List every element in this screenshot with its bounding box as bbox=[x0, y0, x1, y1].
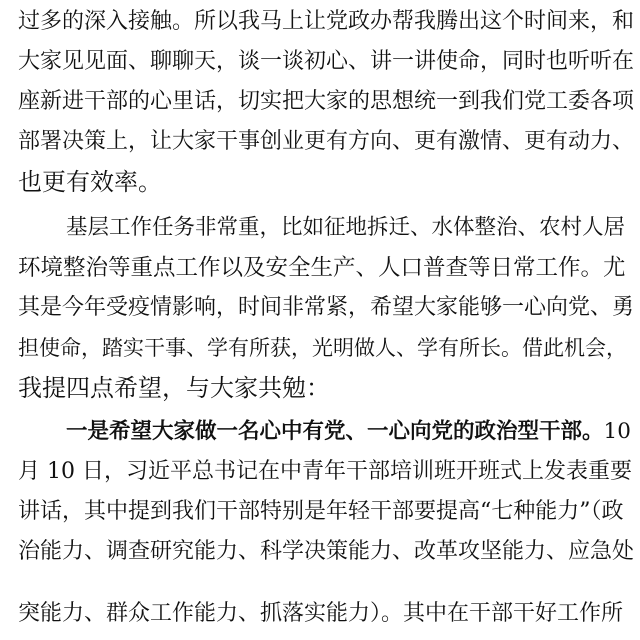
paragraph3-heading: 一是希望大家做一名心中有党、一心向党的政治型干部。 bbox=[66, 419, 604, 444]
paragraph1-line-1: 过多的深入接触。所以我马上让党政办帮我腾出这个时间来，和 bbox=[18, 9, 635, 34]
paragraph3-heading-line bbox=[66, 412, 631, 452]
paragraph3-line-4: 突能力、群众工作能力、抓落实能力）。其中在干部干好工作所 bbox=[18, 601, 624, 626]
paragraph3-line-3: 治能力、调查研究能力、科学决策能力、改革攻坚能力、应急处 bbox=[18, 539, 635, 564]
paragraph3-heading-tail: 10 bbox=[603, 419, 631, 444]
paragraph3-line-2: 讲话，其中提到我们干部特别是年轻干部要提高“七种能力”（政 bbox=[18, 499, 624, 524]
paragraph2-line-1: 基层工作任务非常重，比如征地拆迁、水体整治、农村人居 bbox=[66, 215, 626, 240]
paragraph2-line-3: 其是今年受疫情影响，时间非常紧，希望大家能够一心向党、勇 bbox=[18, 295, 635, 320]
paragraph1-line-5: 也更有效率。 bbox=[18, 168, 162, 196]
paragraph1-line-4: 部署决策上，让大家干事创业更有方向、更有激情、更有动力、 bbox=[18, 129, 635, 154]
paragraph1-line-2: 大家见见面、聊聊天，谈一谈初心、讲一讲使命，同时也听听在 bbox=[18, 49, 635, 74]
paragraph2-line-4: 担使命，踏实干事、学有所获，光明做人、学有所长。借此机会， bbox=[18, 336, 627, 360]
paragraph2-line-5: 我提四点希望，与大家共勉： bbox=[18, 374, 330, 402]
paragraph2-line-2: 环境整治等重点工作以及安全生产、人口普查等日常工作。尤 bbox=[18, 255, 626, 281]
paragraph1-line-3: 座新进干部的心里话，切实把大家的思想统一到我们党工委各项 bbox=[18, 89, 635, 114]
paragraph3-line-1: 月 10 日，习近平总书记在中青年干部培训班开班式上发表重要 bbox=[18, 459, 632, 484]
